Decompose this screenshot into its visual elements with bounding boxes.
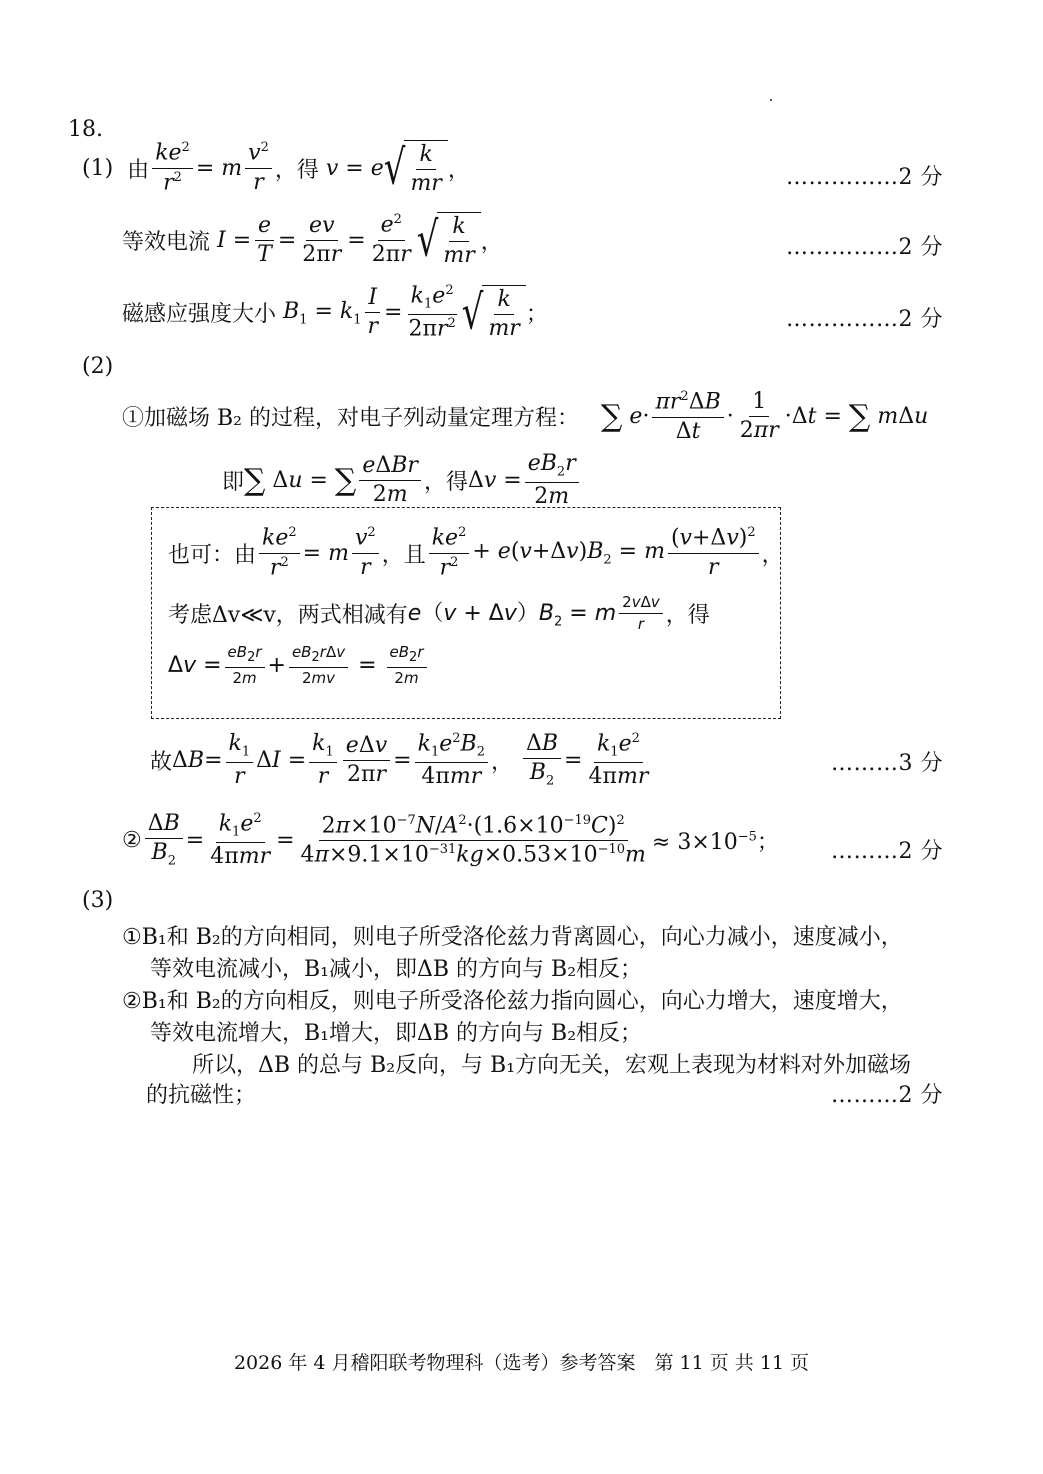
part2-conclusion: 故 ΔB= $\frac{k_1}{r}$ ΔI = $\frac{k_1}{r}$ $\frac{\text{eΔv}}{2\pi r}$ = $\frac{k_1e^2B_2}{\text{4πmr}}$ ， $\frac{\Delta B}{B_2}$ = $\frac{k_1e^2}{\text{4πmr}}$ <box>150 731 649 790</box>
part3-line4: 等效电流增大，B₁增大，即ΔB 的方向与 B₂相反； <box>150 1021 643 1046</box>
box-line2: 考虑Δv≪v，两式相减有 $e(v + \Delta v)B_2 = m$ $\frac{\text{2vΔv}}{r}$ ，得 <box>168 593 710 633</box>
box-line1: 也可：由 $\frac{ke^2}{r^2}$ = m $\frac{v^2}{r}$ ，且 $\frac{ke^2}{r^2}$ + $e(v+\Delta v)B_2 = m$ $\frac{(v+\Delta v)^2}{r}$ ， <box>168 525 784 580</box>
box-line1-mid: ，且 <box>381 542 426 568</box>
part3-line1: ①B₁和 B₂的方向相同，则电子所受洛伦兹力背离圆心，向心力减小，速度减小， <box>122 925 903 950</box>
part1-label: (1) <box>82 155 114 181</box>
part2-step2: ② $\frac{\Delta B}{B_2}$ = $\frac{k_1e^2}{\text{4πmr}}$ = $\frac{2\pi\times 10^{-7}N/A^2\cdot(1.6\times 10^{-19}C)^2}{4\pi\times 9.1\times 10^{-31}kg\times 0.53\times 10^{-10}m}$ ≈ $3\times 10^{-5}$； <box>122 811 779 870</box>
box-line3: Δv = $\frac{eB_2r}{2m}$ + $\frac{eB_2r\Delta v}{2mv}$ = $\frac{eB_2r}{2m}$ <box>168 644 430 687</box>
box-line2-tail: ，得 <box>665 602 710 628</box>
part2-step1: ①加磁场 B₂ 的过程，对电子列动量定理方程： ∑ e· $\frac{\pi r^2\Delta B}{\Delta t}$ · $\frac{1}{2\pi r}$ ·Δt = ∑ mΔu <box>122 389 929 444</box>
step2-prefix: ② <box>122 828 142 854</box>
box-line2-text: 考虑Δv≪v，两式相减有 <box>168 602 408 628</box>
part3-label: (3) <box>82 888 114 913</box>
part3-line6: 的抗磁性； <box>146 1083 257 1108</box>
part2-step1b: 即 ∑ Δu = ∑ $\frac{\text{eΔBr}}{2m}$ ，得 Δv = $\frac{eB_2r}{2m}$ <box>222 452 582 509</box>
part1-line2-prefix: 等效电流 <box>122 229 211 255</box>
part3-line3: ②B₁和 B₂的方向相反，则电子所受洛伦兹力指向圆心，向心力增大，速度增大， <box>122 989 903 1014</box>
part1-score3: ……………2 分 <box>786 307 943 332</box>
part1-line1-mid: ，得 <box>274 157 319 183</box>
part1-line1: (1) 由 $\frac{ke^2}{r^2}$ = m $\frac{v^2}{r}$ ，得 v = e √ $\frac{k}{mr}$ ， <box>82 140 470 197</box>
eq-sqrt-k-mr: √ $\frac{k}{mr}$ <box>384 140 448 196</box>
part2-score1: ………3 分 <box>831 751 943 776</box>
part2-score2: ………2 分 <box>831 839 943 864</box>
question-number: 18. <box>68 117 103 142</box>
conclusion-prefix: 故 <box>150 750 173 776</box>
part1-line2: 等效电流 I = $\frac{e}{T}$ = $\frac{ev}{2\pi r}$ = $\frac{e^2}{2\pi r}$ √ $\frac{k}{mr}$ ， <box>122 212 503 269</box>
eq-coulomb: $\frac{ke^2}{r^2}$ <box>152 141 193 195</box>
part1-line3-prefix: 磁感应强度大小 <box>122 302 277 328</box>
part2-step1b-mid: ，得 <box>423 469 468 495</box>
part1-line1-prefix: 由 <box>127 157 150 183</box>
eq-centripetal: $\frac{v^2}{r}$ <box>245 141 272 195</box>
part3-line2: 等效电流减小，B₁减小，即ΔB 的方向与 B₂相反； <box>150 957 643 982</box>
part1-score1: ……………2 分 <box>786 165 943 190</box>
part3-line5: 所以，ΔB 的总与 B₂反向，与 B₁方向无关，宏观上表现为材料对外加磁场 <box>192 1053 912 1078</box>
part1-line3: 磁感应强度大小 $B_1 = k_1$ $\frac{I}{r}$ = $\frac{k_1e^2}{2\pi r^2}$ √ $\frac{k}{mr}$ ； <box>122 283 548 342</box>
part2-step1-text: ①加磁场 B₂ 的过程，对电子列动量定理方程： <box>122 406 579 432</box>
part1-score2: ……………2 分 <box>786 235 943 260</box>
part3-score: ………2 分 <box>831 1083 943 1108</box>
part2-label: (2) <box>82 354 114 379</box>
stray-dot <box>770 99 772 101</box>
box-line1-prefix: 也可：由 <box>168 542 257 568</box>
page-footer: 2026 年 4 月稽阳联考物理科（选考）参考答案 第 11 页 共 11 页 <box>233 1352 810 1374</box>
part2-step1b-prefix: 即 <box>222 469 245 495</box>
